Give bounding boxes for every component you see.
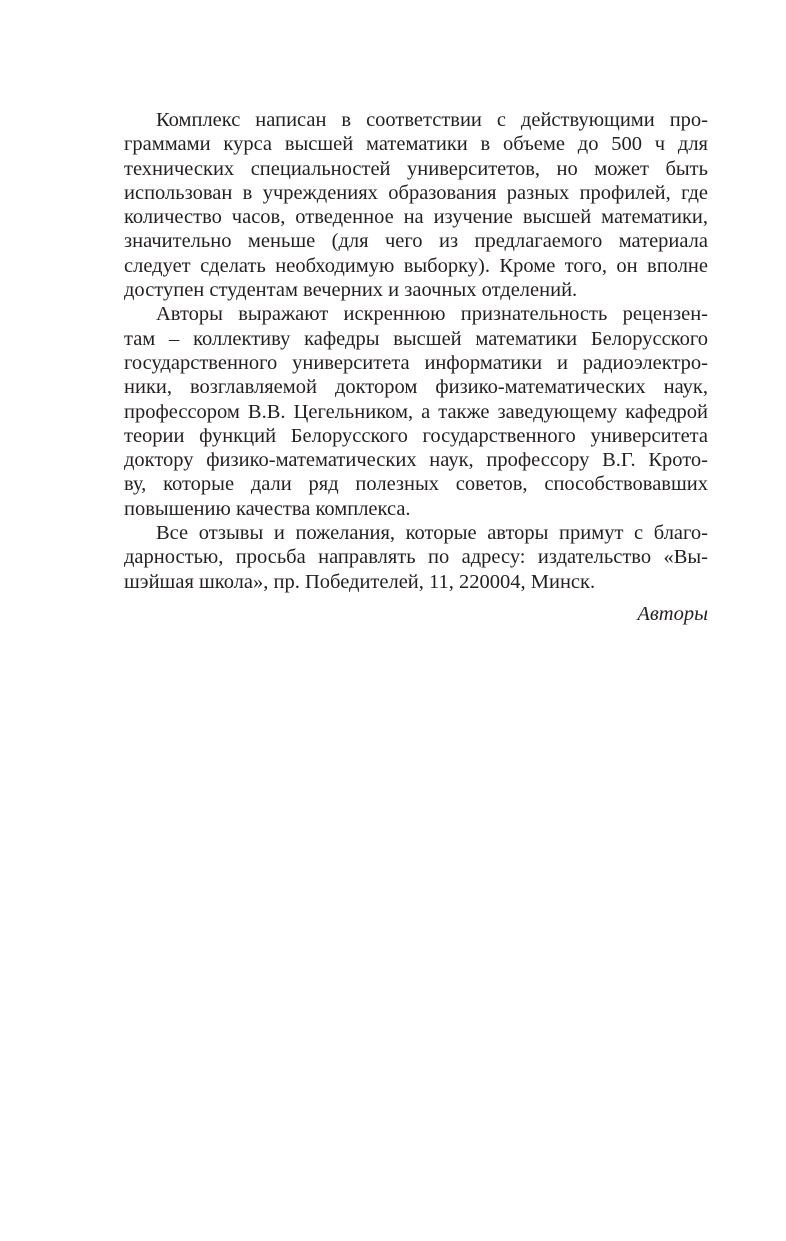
signature: Авторы [637, 602, 708, 625]
text-line: ники, возглавляемой доктором физико-математических наук, [124, 376, 708, 399]
paragraph-acknowledgements [124, 302, 708, 521]
text-line: следует сделать необходимую выборку). Кроме того, он вполне [124, 254, 708, 277]
preface-page [124, 108, 708, 626]
text-line: повышению качества комплекса. [124, 497, 411, 520]
text-line: Все отзывы и пожелания, которые авторы примут с благо- [156, 522, 708, 545]
text-line: теории функций Белорусского государственного университета [124, 424, 708, 447]
paragraph-feedback [124, 521, 708, 594]
text-line: дарностью, просьба направлять по адресу: издательство «Вы- [124, 546, 708, 569]
text-line: количество часов, отведенное на изучение высшей математики, [124, 206, 708, 229]
text-line: ву, которые дали ряд полезных советов, способствовавших [124, 473, 708, 496]
text-line: там – коллективу кафедры высшей математики Белорусского [124, 327, 708, 350]
text-line: технических специальностей университетов, но может быть [124, 157, 708, 180]
text-line: Авторы выражают искреннюю признательность рецензен- [156, 303, 708, 326]
text-line: доктору физико-математических наук, профессору В.Г. Крото- [124, 449, 708, 472]
paragraph-scope [124, 108, 708, 302]
text-line: значительно меньше (для чего из предлагаемого материала [124, 230, 708, 253]
text-line: использован в учреждениях образования разных профилей, где [124, 181, 708, 204]
text-line: государственного университета информатики и радиоэлектро- [124, 351, 708, 374]
text-line: профессором В.В. Цегельником, а также заведующему кафедрой [124, 400, 708, 423]
text-line: граммами курса высшей математики в объеме до 500 ч для [124, 133, 708, 156]
text-line: шэйшая школа», пр. Победителей, 11, 220004, Минск. [124, 570, 596, 593]
text-line: доступен студентам вечерних и заочных отделений. [124, 279, 578, 302]
text-line: Комплекс написан в соответствии с действующими про- [156, 109, 708, 131]
